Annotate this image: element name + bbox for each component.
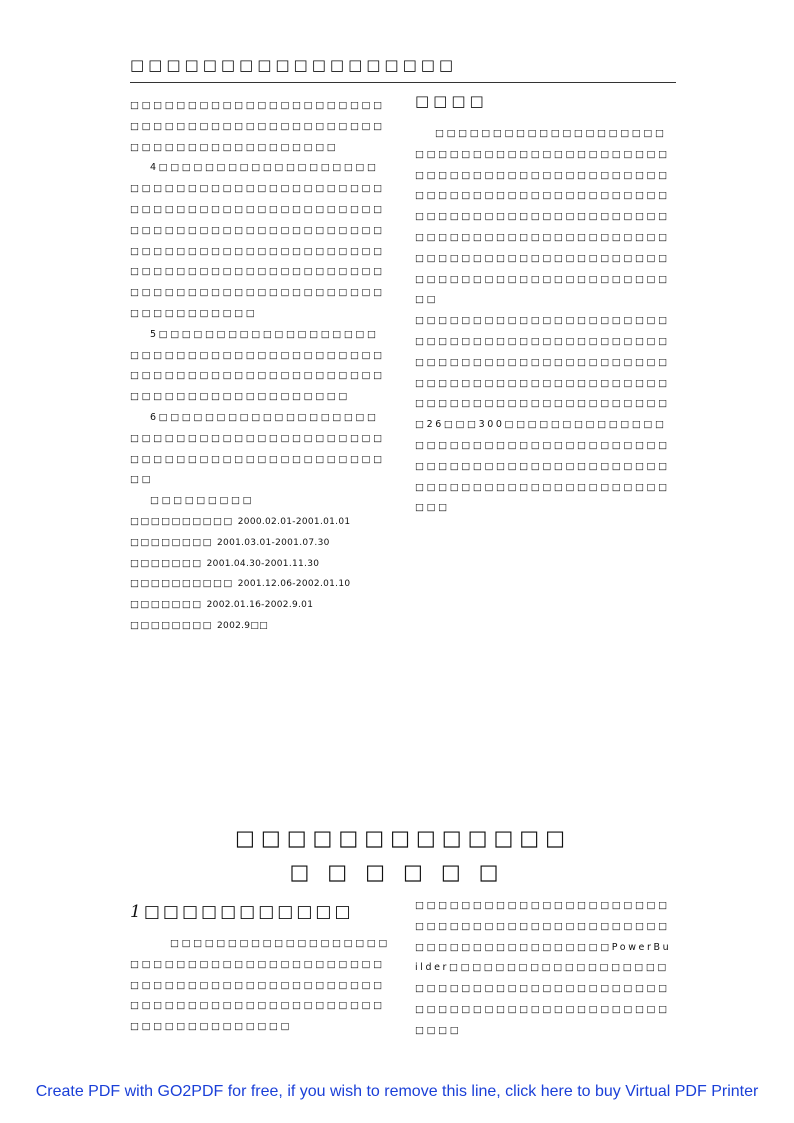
timeline-row <box>130 595 390 616</box>
timeline-label: □□□□□□□□□□ <box>130 515 234 527</box>
timeline-date: 2001.03.01-2001.07.30 <box>217 537 330 548</box>
body-paragraph: □□□□□□□□□□□□□□□□□□□□□□□□□□□□□□□□□□□□□□□□□□□□□□□□□□□□□□□□□□□□□□ <box>130 100 385 153</box>
body-paragraph: □□□□□□□□□□□□□□□□□□□□□□□□□□□□□□□□□□□□□□□□□□□□□□□□□□□□□□□□□□□□□□□□□□□□□□□□□□□□□□□□□□□□□□□□□□□□□□□□□□□□□□□□□□□□□□□□□□□□□□□□□□□□□□□□□□□□□□□□□□□□□□□□□□□□□□□□□□□□□□□□□□□□□□□□□□□□□□□□ <box>415 128 670 306</box>
left-column-bottom <box>130 934 390 1038</box>
timeline-date: 2001.12.06-2002.01.10 <box>237 579 351 590</box>
running-header-title: □□□□□□□□□□□□□□□□□□ <box>130 56 458 74</box>
timeline-date: 2000.02.01-2001.01.01 <box>237 516 351 527</box>
timeline-label: □□□□□□□□ <box>130 619 214 631</box>
right-section-heading: □□□□ <box>415 92 488 110</box>
timeline-list <box>130 512 390 637</box>
timeline-label: □□□□□□□ <box>130 557 203 569</box>
timeline-date: 2002.9□□ <box>217 620 268 631</box>
numbered-paragraph-6: 6□□□□□□□□□□□□□□□□□□□□□□□□□□□□□□□□□□□□□□□□□□□□□□□□□□□□□□□□□□□□□□□□□ <box>130 411 385 486</box>
article-title-line-1: □□□□□□□□□□□□□ <box>235 826 571 850</box>
header-rule <box>130 82 676 83</box>
timeline-row <box>130 512 390 533</box>
right-column-top <box>415 124 675 519</box>
body-paragraph: □□□□□□□□□□□□□□□□□□□□□□□□□□□□□□□□□□□□□□□□□□□□□□□□□□□□□□□□□□□□□PowerBuilder□□□□□□□□□□□□□□□□□□□□□□□□□□□□□□□□□□□□□□□□□□□□□□□□□□□□□□□□□□□□□□□□□□□ <box>415 900 672 1036</box>
left-column-top <box>130 96 390 637</box>
go2pdf-footer-link[interactable]: Create PDF with GO2PDF for free, if you wish to remove this line, click here to buy Virtual PDF Printer <box>35 1083 759 1100</box>
body-paragraph: □□□□□□□□□□□□□□□□□□□□□□□□□□□□□□□□□□□□□□□□□□□□□□□□□□□□□□□□□□□□□□□□□□□□□□□□□□□□□□□□□□□□□□□□□□□□□□□□□□□□□□□□□□□□□□□26□□□300□□□□□□□□□□□□□□□□□□□□□□□□□□□□□□□□□□□□□□□□□□□□□□□□□□□□□□□□□□□□□□□□□□□□□□□□□□□□□□□□□□□ <box>415 315 670 514</box>
article-title-line-2: □□□□□□ <box>289 860 517 884</box>
section-heading-text: □□□□□□□□□□□ <box>143 902 354 922</box>
numbered-paragraph-5: 5□□□□□□□□□□□□□□□□□□□□□□□□□□□□□□□□□□□□□□□□□□□□□□□□□□□□□□□□□□□□□□□□□□□□□□□□□□□□□□□□□□ <box>130 328 385 403</box>
timeline-date: 2002.01.16-2002.9.01 <box>206 600 314 611</box>
timeline-label: □□□□□□□ <box>130 599 203 611</box>
right-column-bottom <box>415 896 675 1042</box>
timeline-label: □□□□□□□□ <box>130 536 214 548</box>
section-number: 1 <box>130 902 144 922</box>
timeline-row <box>130 616 390 637</box>
timeline-row <box>130 554 390 575</box>
section-heading <box>130 902 354 922</box>
timeline-row <box>130 574 390 595</box>
timeline-date: 2001.04.30-2001.11.30 <box>206 558 320 569</box>
timeline-label: □□□□□□□□□□ <box>130 578 234 590</box>
body-paragraph: □□□□□□□□□□□□□□□□□□□□□□□□□□□□□□□□□□□□□□□□□□□□□□□□□□□□□□□□□□□□□□□□□□□□□□□□□□□□□□□□□□□□□□□□□□□□□□□□□□□ <box>130 938 390 1033</box>
timeline-row <box>130 533 390 554</box>
numbered-paragraph-4: 4□□□□□□□□□□□□□□□□□□□□□□□□□□□□□□□□□□□□□□□□□□□□□□□□□□□□□□□□□□□□□□□□□□□□□□□□□□□□□□□□□□□□□□□□□□□□□□□□□□□□□□□□□□□□□□□□□□□□□□□□□□□□□□□□□□□□□□□□□□□□□□□□□□□□□□□□□□□□□□□□□□ <box>130 162 385 319</box>
timeline-title: □□□□□□□□□ <box>150 495 255 507</box>
